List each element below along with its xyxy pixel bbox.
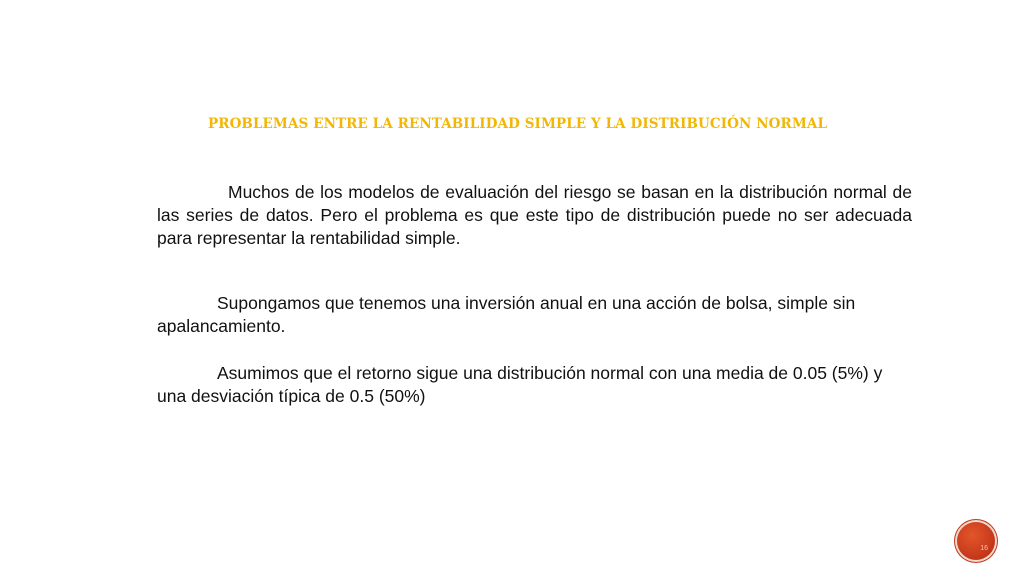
page-number-badge xyxy=(957,522,995,560)
page-number: 16 xyxy=(980,545,988,552)
paragraph-risk-models: Muchos de los modelos de evaluación del riesgo se basan en la distribución normal de las series de datos. Pero el problema es que este tipo de distribución puede no ser adecuada para representar la rentabilidad simple. xyxy=(157,182,912,248)
slide-title: PROBLEMAS ENTRE LA RENTABILIDAD SIMPLE Y LA DISTRIBUCIÓN NORMAL xyxy=(208,116,828,132)
paragraph-investment-example: Supongamos que tenemos una inversión anual en una acción de bolsa, simple sin apalancamiento. xyxy=(157,293,856,336)
paragraph-normal-assumption: Asumimos que el retorno sigue una distribución normal con una media de 0.05 (5%) y una desviación típica de 0.5 (50%) xyxy=(157,363,883,406)
